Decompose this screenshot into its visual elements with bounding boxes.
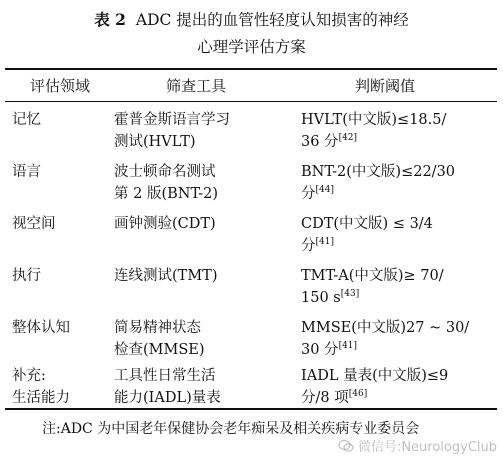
caption-title-line-1: ADC 提出的血管性轻度认知损害的神经 bbox=[135, 11, 409, 29]
row-visuospatial-tool: 画钟测验(CDT) bbox=[114, 216, 216, 232]
watermark bbox=[338, 436, 497, 455]
table-footnote: 注:ADC 为中国老年保健协会老年痴呆及相关疾病专业委员会 bbox=[42, 421, 420, 437]
caption-title-line-2: 心理学评估方案 bbox=[197, 38, 306, 56]
row-visuospatial-threshold: CDT(中文版) ≤ 3/4 分[41] bbox=[301, 216, 433, 254]
table-caption bbox=[0, 6, 503, 61]
citation: [41] bbox=[338, 341, 358, 351]
row-daily-living-domain: 补充: 生活能力 bbox=[12, 368, 70, 406]
row-memory-threshold: HVLT(中文版)≤18.5/ 36 分[42] bbox=[301, 112, 447, 150]
citation: [46] bbox=[348, 389, 368, 399]
header-tool: 筛查工具 bbox=[166, 77, 227, 95]
table-top-rule bbox=[5, 68, 497, 70]
caption-line-1 bbox=[0, 6, 503, 34]
row-language-domain: 语言 bbox=[12, 164, 41, 180]
row-memory-domain: 记忆 bbox=[12, 112, 41, 128]
row-global-cognition-domain: 整体认知 bbox=[12, 320, 70, 336]
row-executive-tool: 连线测试(TMT) bbox=[114, 268, 218, 284]
header-domain: 评估领域 bbox=[30, 77, 91, 95]
row-visuospatial-domain: 视空间 bbox=[12, 216, 56, 232]
wechat-icon bbox=[338, 439, 354, 453]
row-executive-domain: 执行 bbox=[12, 268, 41, 284]
row-language-tool: 波士顿命名测试 第 2 版(BNT-2) bbox=[114, 164, 219, 202]
table-header-rule bbox=[5, 101, 497, 102]
table-number: 表 2 bbox=[94, 10, 126, 29]
row-executive-threshold: TMT-A(中文版)≥ 70/ 150 s[43] bbox=[301, 268, 444, 306]
citation: [44] bbox=[315, 185, 334, 195]
row-daily-living-tool: 工具性日常生活 能力(IADL)量表 bbox=[114, 368, 221, 406]
citation: [43] bbox=[340, 289, 360, 299]
header-threshold: 判断阈值 bbox=[355, 77, 416, 95]
row-global-cognition-threshold: MMSE(中文版)27 ~ 30/ 30 分[41] bbox=[301, 320, 470, 358]
row-global-cognition-tool: 简易精神状态 检查(MMSE) bbox=[114, 320, 205, 358]
row-language-threshold: BNT-2(中文版)≤22/30 分[44] bbox=[301, 164, 456, 202]
watermark-text: 微信号:NeurologyClub bbox=[357, 440, 497, 455]
row-memory-tool: 霍普金斯语言学习 测试(HVLT) bbox=[114, 112, 230, 150]
citation: [42] bbox=[338, 133, 358, 143]
row-daily-living-threshold: IADL 量表(中文版)≤9 分/8 项[46] bbox=[301, 368, 449, 406]
citation: [41] bbox=[315, 237, 334, 247]
